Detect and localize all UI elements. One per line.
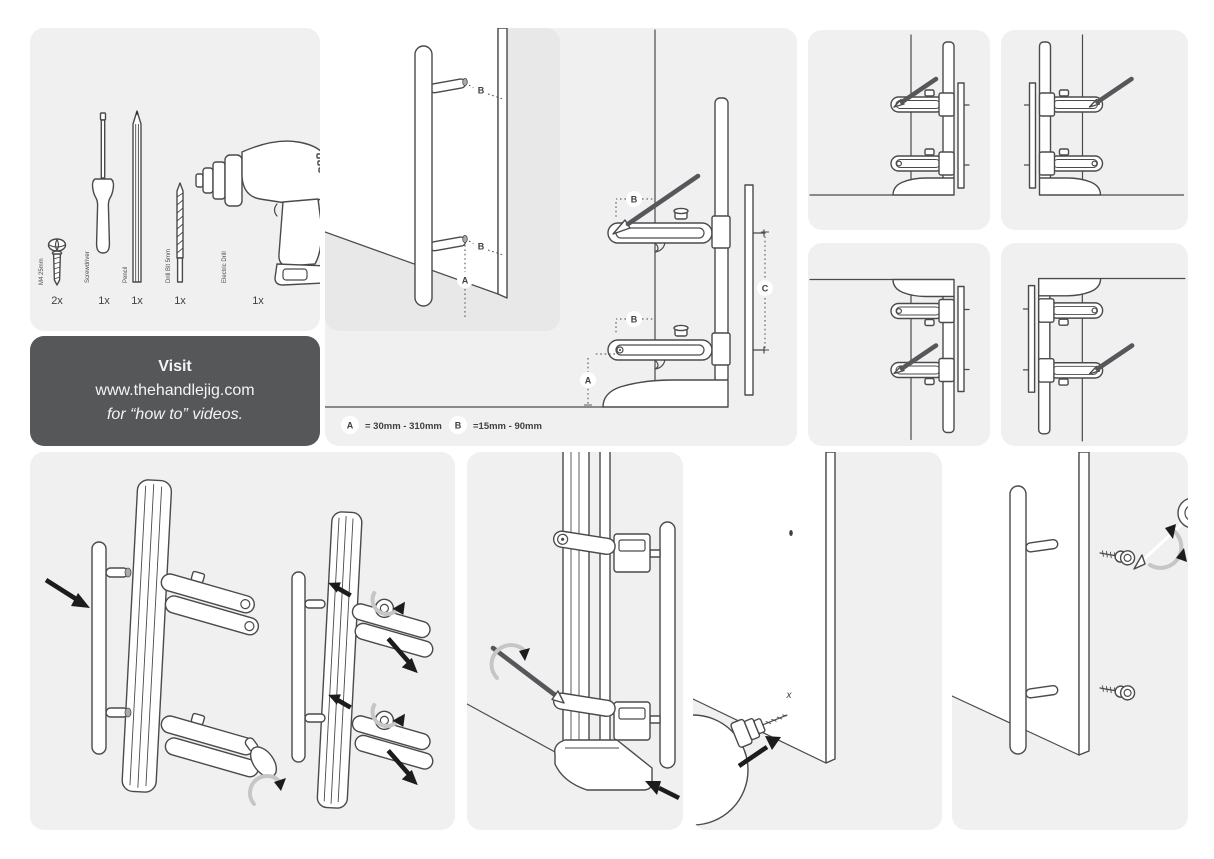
mark-illustration-3 [808,243,990,446]
visit-box [30,336,320,446]
measure-panel [325,28,797,446]
screw-icon [39,239,66,307]
callout-b2 [616,311,654,335]
pencil-icon [493,648,564,703]
fit-handle-illustration [30,452,455,830]
jig-arms-bottom [154,705,290,785]
tools-illustration [30,28,320,331]
handle-on-door-subpanel [325,28,560,331]
mark-step-bottom-right-panel [1001,243,1188,446]
callout-b1 [616,191,654,218]
jig-arm-bottom [608,325,730,369]
pencil-icon [123,111,143,307]
svg-text:B: B [477,85,485,96]
drill-panel [693,452,942,830]
pencil-icon [1089,346,1132,374]
drill-mark-bottom [463,235,468,242]
attach-handle-illustration [952,452,1188,830]
jig-foot [603,380,728,407]
mark-step-top-left-panel [808,30,990,230]
screw-bottom [1099,681,1136,701]
callout-c-dim [757,232,773,350]
tools-panel [30,28,320,331]
tool-qty-screwdriver: 1x [98,295,110,307]
svg-text:B: B [630,314,638,325]
legend-a-value: = 30mm - 310mm [365,421,442,432]
svg-text:B: B [477,241,485,252]
rotate-arrow-icon [1150,524,1187,568]
drill-mark-top [463,78,468,85]
tool-qty-pencil: 1x [131,295,143,307]
visit-url: www.thehandlejig.com [95,382,255,399]
floor-line [467,704,555,752]
jig-arm-top [608,208,730,252]
tool-label-screwdriver: Screwdriver [85,251,91,283]
visit-heading: Visit [158,358,192,375]
arrow-icon [645,781,679,798]
attach-handle-panel [952,452,1188,830]
rotate-arrow-icon [250,776,286,804]
svg-text:C: C [761,283,769,294]
mark-illustration-1 [808,30,990,230]
pencil-x-mark: x [786,690,792,701]
clamp-jig-illustration [467,452,683,830]
adjust-arms-step [292,511,444,808]
mark-illustration-2 [1001,30,1188,230]
jig-foot [555,740,652,790]
svg-text:A: A [584,375,592,386]
jig-arms-top [154,563,269,636]
pencil-dot-mark [789,530,793,536]
legend-a-key: A [346,420,354,431]
tool-qty-screw: 2x [51,295,63,307]
legend-b-key: B [454,420,462,431]
electric-drill-icon [196,141,320,307]
drill-illustration [693,452,942,830]
screwdriver-icon [85,113,114,307]
svg-text:B: B [630,194,638,205]
tool-qty-electric-drill: 1x [252,295,264,307]
tool-label-drill-bit: Drill Bit 5mm [166,249,172,283]
mark-step-bottom-left-panel [808,243,990,446]
mark-step-top-right-panel [1001,30,1188,230]
svg-text:A: A [461,275,469,286]
mark-illustration-4 [1001,243,1188,446]
insert-handle-step [46,479,290,804]
clamp-jig-panel [467,452,683,830]
door [693,452,835,763]
measure-illustration [325,28,797,446]
screw-top [1099,546,1136,566]
dimension-legend [341,416,542,434]
drill-bit-icon [166,183,186,307]
visit-tagline: for “how to” videos. [106,406,244,423]
tool-qty-drill-bit: 1x [174,295,186,307]
jig-backplate [745,185,753,395]
legend-b-value: =15mm - 90mm [473,421,542,432]
tool-label-electric-drill: Electric Drill [222,251,228,283]
arrow-icon [46,580,90,608]
tool-label-pencil: Pencil [123,266,129,283]
tool-label-screw: M4 25mm [39,258,45,285]
handle [660,522,675,768]
fit-handle-panel [30,452,455,830]
